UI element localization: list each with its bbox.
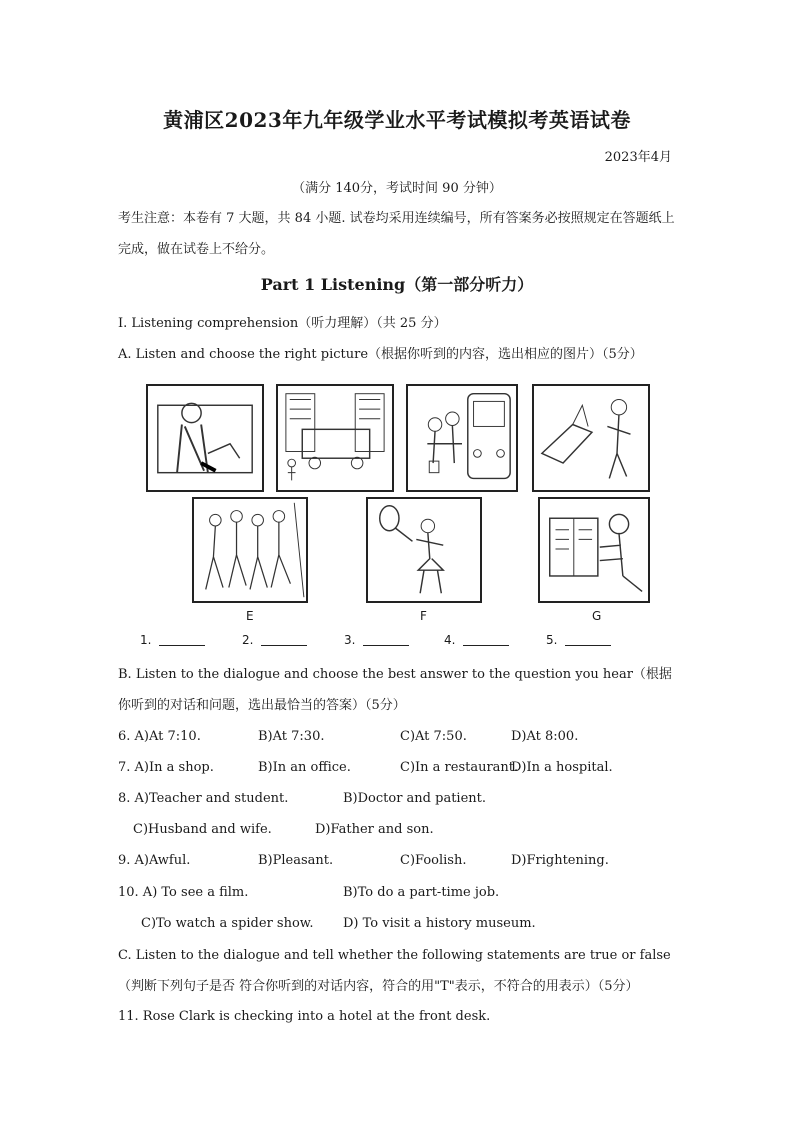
picture-label-e: E xyxy=(246,609,254,623)
q8-option-d: D)Father and son. xyxy=(315,822,434,837)
score-info: （满分 140分，考试时间 90 分钟） xyxy=(292,181,502,196)
runners-illustration xyxy=(194,499,306,601)
picture-label-f: F xyxy=(420,609,427,623)
section-c-instruction: C. Listen to the dialogue and tell whether the following statements are true or false（判断下列句子是否 符合你听到的对话内容，符合的用"T"表示，不符合的用表示）（5分） xyxy=(118,948,671,994)
picture-bus xyxy=(406,384,518,492)
answer-blank-4[interactable]: 4. xyxy=(444,633,509,647)
picture-runners xyxy=(192,497,308,603)
q6-option-a: 6. A)At 7:10. xyxy=(118,729,201,744)
street-illustration xyxy=(278,386,392,490)
q10-option-a: 10. A) To see a film. xyxy=(118,885,249,900)
answer-blank-5[interactable]: 5. xyxy=(546,633,611,647)
q6-option-b: B)At 7:30. xyxy=(258,729,325,744)
tennis-illustration xyxy=(368,499,480,601)
q9-option-a: 9. A)Awful. xyxy=(118,853,191,868)
q7-option-d: D)In a hospital. xyxy=(511,760,613,775)
exam-title: 黄浦区2023年九年级学业水平考试模拟考英语试卷 xyxy=(163,108,631,132)
q10-option-c: C)To watch a spider show. xyxy=(141,916,314,931)
picture-reading xyxy=(538,497,650,603)
q8-option-b: B)Doctor and patient. xyxy=(343,791,487,806)
q8-option-c: C)Husband and wife. xyxy=(133,822,272,837)
answer-blank-3[interactable]: 3. xyxy=(344,633,409,647)
question-11: 11. Rose Clark is checking into a hotel at the front desk. xyxy=(118,1009,491,1024)
section-a-instruction: A. Listen and choose the right picture（根据你听到的内容，选出相应的图片）（5分） xyxy=(118,347,643,362)
q7-option-c: C)In a restaurant. xyxy=(400,760,519,775)
space-illustration xyxy=(534,386,648,490)
q6-option-c: C)At 7:50. xyxy=(400,729,467,744)
bus-illustration xyxy=(408,386,516,490)
section-i-heading: I. Listening comprehension（听力理解）（共 25 分） xyxy=(118,316,447,331)
q9-option-b: B)Pleasant. xyxy=(258,853,334,868)
q7-option-b: B)In an office. xyxy=(258,760,351,775)
q7-option-a: 7. A)In a shop. xyxy=(118,760,214,775)
picture-space xyxy=(532,384,650,492)
exam-notice: 考生注意：本卷有 7 大题，共 84 小题. 试卷均采用连续编号，所有答案务必按照规定在答题纸上完成，做在试卷上不给分。 xyxy=(118,211,675,257)
seatbelt-illustration xyxy=(148,386,262,490)
picture-label-g: G xyxy=(592,609,602,623)
q10-option-d: D) To visit a history museum. xyxy=(343,916,536,931)
picture-tennis xyxy=(366,497,482,603)
q9-option-c: C)Foolish. xyxy=(400,853,467,868)
exam-date: 2023年4月 xyxy=(604,150,672,165)
reading-illustration xyxy=(540,499,648,601)
answer-blank-1[interactable]: 1. xyxy=(140,633,205,647)
section-b-instruction: B. Listen to the dialogue and choose the best answer to the question you hear（根据你听到的对话和问题，选出最恰当的答案）（5分） xyxy=(118,667,672,713)
q8-option-a: 8. A)Teacher and student. xyxy=(118,791,289,806)
part1-title: Part 1 Listening（第一部分听力） xyxy=(260,275,534,294)
answer-blank-2[interactable]: 2. xyxy=(242,633,307,647)
q6-option-d: D)At 8:00. xyxy=(511,729,579,744)
picture-street xyxy=(276,384,394,492)
q10-option-b: B)To do a part-time job. xyxy=(343,885,500,900)
picture-seatbelt xyxy=(146,384,264,492)
q9-option-d: D)Frightening. xyxy=(511,853,609,868)
